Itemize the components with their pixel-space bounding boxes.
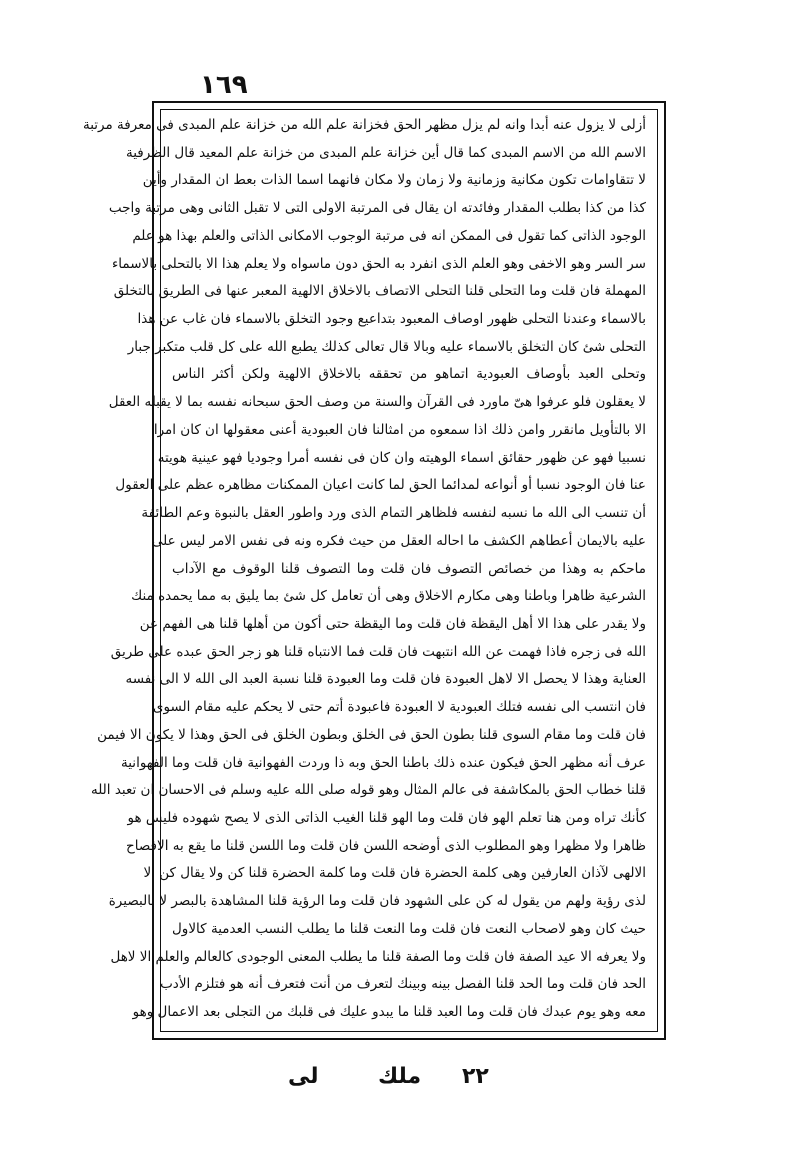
page-frame [82,101,666,1040]
text-line: المهملة فان قلت وما التحلى قلنا التحلى الاتصاف بالاخلاق الالهية المعبر عنها فى الطريق بالتخلق [113,283,646,300]
text-line: الله فى زجره فاذا فهمت عن الله انتبهت فان قلت فما الانتباه قلنا هو زجر الحق عبده على طريق [110,643,646,660]
text-line: كذا من كذا بطلب المقدار وفائدته ان يقال فى المرتبة الاولى التى لا تقبل الثانى وهى مرتبة واجب [108,200,646,217]
text-block [82,113,646,1026]
signature-mark: لى [288,1064,319,1089]
text-line: وتحلى العبد بأوصاف العبودية اتماهو من تحققه بالاخلاق الالهية ولكن أكثر الناس [172,366,646,383]
text-line: معه وهو يوم عبدك فان قلت وما العبد قلنا ما يبدو عليك فى قلبك من التجلى بعد الاعمال وهو [132,1004,646,1020]
text-line: لا تتقاوامات تكون مكانية وزمانية ولا زمان ولا مكان فانهما اسما الذات بعط ان المقدار وأين [142,172,646,189]
page-number: ١٦٩ [200,70,248,100]
signature-mark: ملك [378,1064,422,1089]
text-line: لذى رؤية ولهم من يقول له كن على الشهود فان قلت وما الرؤية قلنا المشاهدة بالبصر لا بالبصيرة [108,893,646,910]
text-line: نسبيا فهو عن ظهور حقائق اسماء الوهيته وان كان فى نفسه أمرا وجوديا فهو عينية هويته [157,449,646,466]
text-line: الوجود الذاتى كما تقول فى الممكن انه فى مرتبة الوجوب الامكانى الذاتى والعلم بهذا هو علم [132,227,646,244]
text-line: التحلى شئ كان التخلق بالاسماء عليه وبالا قال تعالى كذلك يطبع الله على كل قلب متكبر جبار [127,338,646,355]
text-line: لا يعقلون فلو عرفوا هىّ ماورد فى القرآن والسنة من وصف الحق سبحانه نفسه بما لا يقبله العقل [108,394,646,411]
text-line: الا بالتأويل مانقرر وامن ذلك اذا سمعوه من امثالنا فان العبودية أعنى معقولها ان كان امرا [153,421,646,438]
text-line: فان انتسب الى نفسه فتلك العبودية لا العبودة فاعبودة أتم حتى لا يحكم عليه مقام السوى [152,699,646,716]
text-line: العناية وهذا لا يحصل الا لاهل العبودة فان قلت وما العبودة قلنا نسبة العبد الى الله لا الى نفسه [125,671,646,688]
text-line: ولا يعرفه الا عيد الصفة فان قلت وما الصفة قلنا ما يطلب المعنى الوجودى كالعالم والعلم الا لاهل [110,948,646,965]
text-line: أن تنسب الى الله ما نسبه لنفسه فلظاهر التمام الذى ورد واطور العقل بالنبوة وعم الطائفة [141,505,646,522]
text-line: سر السر وهو الاخفى وهو العلم الذى انفرد به الحق دون ماسواه ولا يعلم هذا الا بالتحلى بالاسماء [111,255,646,272]
text-line: أزلى لا يزول عنه أبدا وانه لم يزل مظهر الحق فخزانة علم الله من خزانة علم المبدى فى معرفة مرتبة [82,117,646,133]
text-line: ماحكم به وهذا من خصائص التصوف فان قلت وما التصوف قلنا الوقوف مع الآداب [172,560,646,577]
text-line: الاسم الله من الاسم المبدى كما قال أين خزانة علم المبدى من خزانة علم المعيد قال الظرفية [125,144,646,161]
signature-mark: ٢٢ [462,1064,489,1089]
text-line: عنا فان الوجود نسبا أو أنواعه لمدائما الحق لما كانت اعيان الممكنات مظاهره عظم على العقول [115,477,646,494]
footer-signatures [0,1064,800,1104]
text-line: بالاسماء وعندنا التحلى ظهور اوصاف المعبود بتداعيع وجود التخلق بالاسماء فان غاب عن هذا [137,311,646,328]
text-line: ظاهرا ولا مظهرا وهو المطلوب الذى أوضحه اللسن فان قلت وما اللسن قلنا ما يقع به الافصاح [126,837,646,854]
text-line: كأنك تراه ومن هنا تعلم الهو فان قلت وما الهو قلنا الغيب الذاتى الذى لا يصح شهوده فليس هو [127,809,646,826]
text-line: فان قلت وما مقام السوى قلنا بطون الحق فى الخلق وبطون الخلق فى الحق وهذا لا يكون الا فيمن [97,726,646,743]
text-line: عرف أنه مظهر الحق فيكون عنده ذلك باطنا الحق وبه ذا وردت الفهوانية فان قلت وما الفهوانية [121,754,646,771]
text-line: ولا يقدر على هذا الا أهل اليقظة فان قلت وما اليقظة حتى أكون من أهلها قلنا هى الفهم عن [139,615,646,632]
text-line: حيث كان وهو لاصحاب النعت فان قلت وما النعت قلنا ما يطلب النسب العدمية كالاول [172,920,646,937]
text-line: الالهى لآذان العارفين وهى كلمة الحضرة فان قلت وما كلمة الحضرة قلنا كن ولا يقال كن الا [143,865,646,882]
text-line: الشرعية ظاهرا وباطنا وهى مكارم الاخلاق وهى أن تعامل كل شئ بما يليق به مما يحمده منك [131,588,646,605]
text-line: عليه بالايمان أعطاهم الكشف ما احاله العقل من حيث فكره ونه فى نفس الامر ليس على [151,532,646,549]
text-line: قلنا خطاب الحق بالمكاشفة فى عالم المثال وهو قوله صلى الله عليه وسلم فى الاحسان ان تعبد الله [90,782,646,799]
text-line: الحد فان قلت وما الحد قلنا الفصل بينه وبينك لتعرف من أنت فتعرف أنه هو فتلزم الأدب [160,976,646,993]
